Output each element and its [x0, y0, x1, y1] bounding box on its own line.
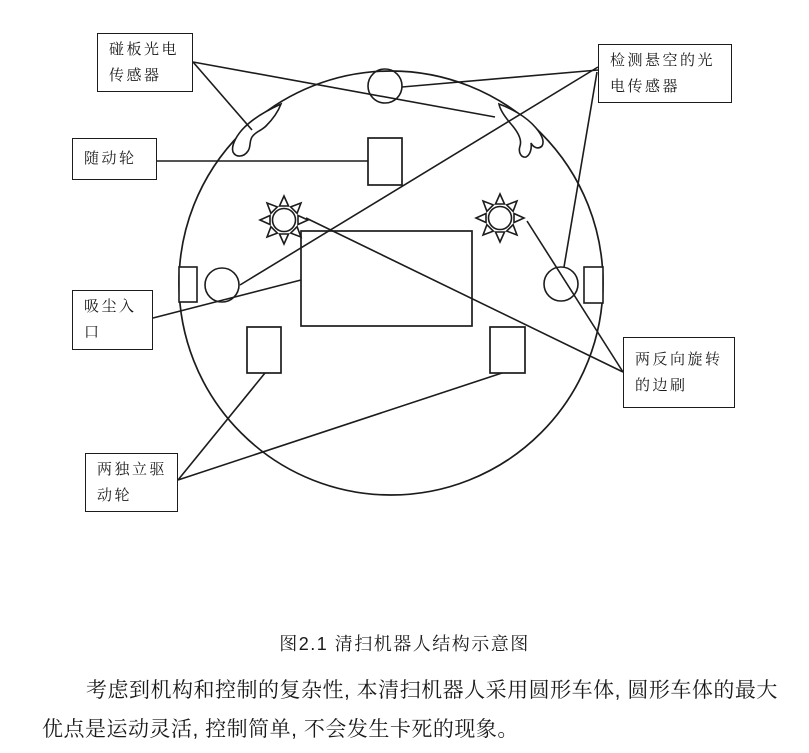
leader-cliff-to-left-sensor	[240, 67, 598, 285]
leader-bump-to-right-pad	[193, 62, 495, 117]
leader-brush-to-left-brush	[306, 218, 623, 372]
label-text: 随动轮	[84, 150, 137, 167]
label-text: 碰板光电	[109, 40, 180, 58]
label-text: 的边刷	[635, 376, 688, 394]
right-drive-wheel-rect	[490, 327, 525, 373]
left-bump-sensor-pad	[233, 104, 281, 156]
label-bump-photoelectric-sensor	[97, 33, 193, 92]
front-cliff-sensor-circle	[368, 69, 402, 103]
leader-suction-inlet	[153, 280, 301, 318]
label-text: 两反向旋转	[635, 350, 723, 368]
follower-wheel-rect	[368, 138, 402, 185]
label-text: 传感器	[109, 66, 162, 84]
label-suspension-detect-sensor	[598, 44, 732, 103]
label-text: 两独立驱	[97, 460, 168, 478]
body-paragraph	[42, 671, 799, 749]
right-edge-rect	[584, 267, 603, 303]
label-text: 动轮	[97, 486, 133, 504]
label-text: 口	[84, 324, 102, 341]
left-drive-wheel-rect	[247, 327, 281, 373]
leader-drive-to-left-wheel	[178, 373, 265, 480]
leader-cliff-to-right-sensor	[564, 72, 597, 267]
left-edge-rect	[179, 267, 197, 302]
label-independent-drive-wheels	[85, 453, 178, 512]
label-text: 电传感器	[610, 77, 681, 95]
suction-inlet-rect	[301, 231, 472, 326]
right-cliff-sensor-circle	[544, 267, 578, 301]
figure-caption: 图2.1 清扫机器人结构示意图	[279, 634, 530, 654]
left-cliff-sensor-circle	[205, 268, 239, 302]
leader-drive-to-right-wheel	[178, 373, 502, 480]
right-side-brush	[476, 194, 524, 242]
label-counter-rotating-side-brushes	[623, 337, 735, 408]
label-follower-wheel	[72, 138, 157, 180]
label-text: 吸尘入	[84, 298, 137, 315]
right-bump-sensor-pad	[499, 104, 543, 157]
leader-bump-to-left-pad	[193, 62, 252, 130]
label-suction-inlet	[72, 290, 153, 350]
paragraph-line: 考虑到机构和控制的复杂性, 本清扫机器人采用圆形车体, 圆形车体的最大	[86, 679, 778, 702]
label-text: 检测悬空的光	[610, 51, 716, 69]
left-side-brush	[260, 196, 308, 244]
paragraph-line: 优点是运动灵活, 控制简单, 不会发生卡死的现象。	[42, 718, 519, 741]
